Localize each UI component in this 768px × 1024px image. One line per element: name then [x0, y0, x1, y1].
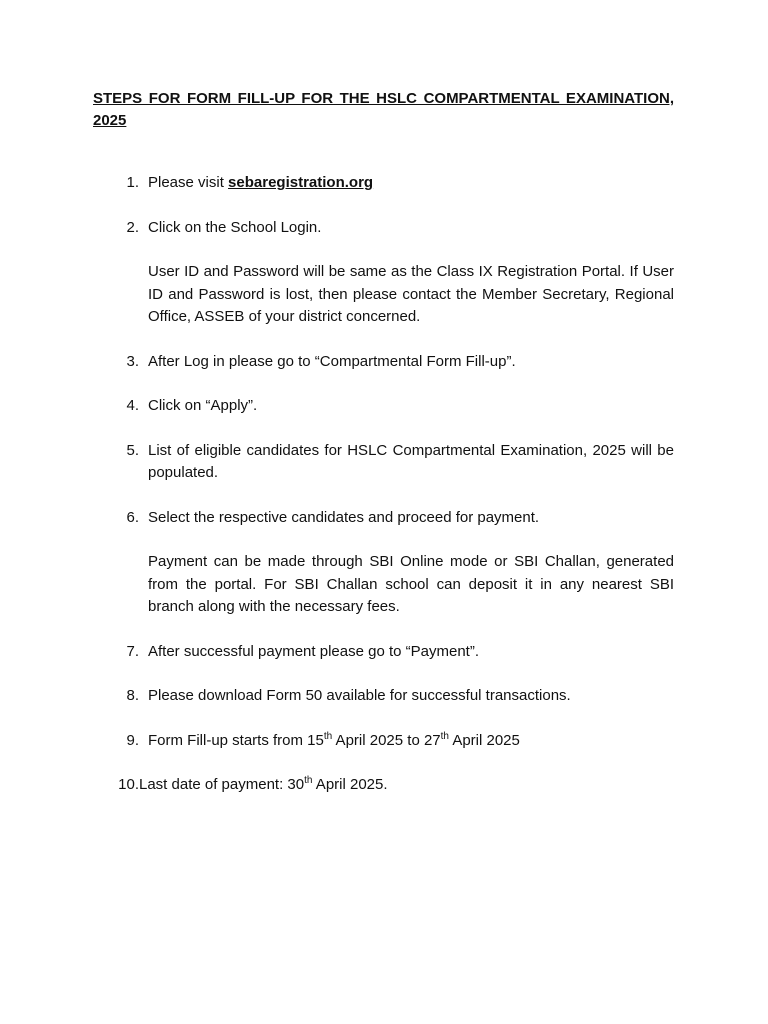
step-text: April 2025. — [312, 776, 388, 793]
step-6 — [93, 507, 674, 619]
step-number: 1. — [126, 174, 139, 191]
step-note: Payment can be made through SBI Online mode or SBI Challan, generated from the portal. For SBI Challan school can deposit it in any nearest SBI branch along with the necessary fees. — [148, 553, 674, 615]
step-4 — [93, 395, 674, 418]
document-title: STEPS FOR FORM FILL-UP FOR THE HSLC COMPARTMENTAL EXAMINATION, 2025 — [93, 90, 674, 129]
website-link[interactable]: sebaregistration.org — [228, 174, 374, 191]
step-number: 9. — [126, 731, 139, 749]
step-number: 8. — [126, 687, 139, 704]
ordinal-suffix: th — [304, 775, 313, 786]
step-number: 6. — [126, 508, 139, 526]
ordinal-suffix: th — [323, 730, 333, 742]
step-5 — [93, 440, 674, 485]
step-1 — [93, 172, 674, 195]
step-10 — [93, 774, 674, 797]
step-text: Form Fill-up starts from 15 — [148, 731, 324, 749]
step-text: List of eligible candidates for HSLC Compartmental Examination, 2025 will be populated. — [148, 441, 674, 481]
step-text: Select the respective candidates and proceed for payment. — [148, 508, 540, 526]
step-text: Click on the School Login. — [148, 218, 322, 236]
step-number: 7. — [126, 642, 139, 660]
ordinal-suffix: th — [440, 730, 449, 742]
step-number: 4. — [126, 397, 139, 414]
step-text: After Log in please go to “Compartmental Form Fill-up”. — [148, 352, 516, 370]
step-text: Please visit — [148, 174, 229, 191]
step-note: User ID and Password will be same as the Class IX Registration Portal. If User ID and Password is lost, then please contact the Member Secretary, Regional Office, ASSEB of your district concerned. — [148, 263, 674, 325]
step-2 — [93, 217, 674, 329]
step-text: Last date of payment: 30 — [139, 776, 305, 793]
step-text: After successful payment please go to “Payment”. — [148, 642, 479, 660]
step-text: Click on “Apply”. — [148, 397, 258, 414]
step-number: 3. — [126, 352, 139, 370]
step-text: April 2025 to 27 — [332, 731, 441, 749]
steps-list — [93, 172, 674, 797]
step-number: 10. — [118, 776, 139, 793]
step-text: Please download Form 50 available for successful transactions. — [148, 687, 571, 704]
step-text: April 2025 — [448, 731, 520, 749]
step-number: 5. — [126, 441, 139, 459]
step-7 — [93, 641, 674, 664]
step-8 — [93, 685, 674, 708]
step-3 — [93, 351, 674, 374]
step-number: 2. — [126, 218, 139, 236]
step-9 — [93, 730, 674, 753]
